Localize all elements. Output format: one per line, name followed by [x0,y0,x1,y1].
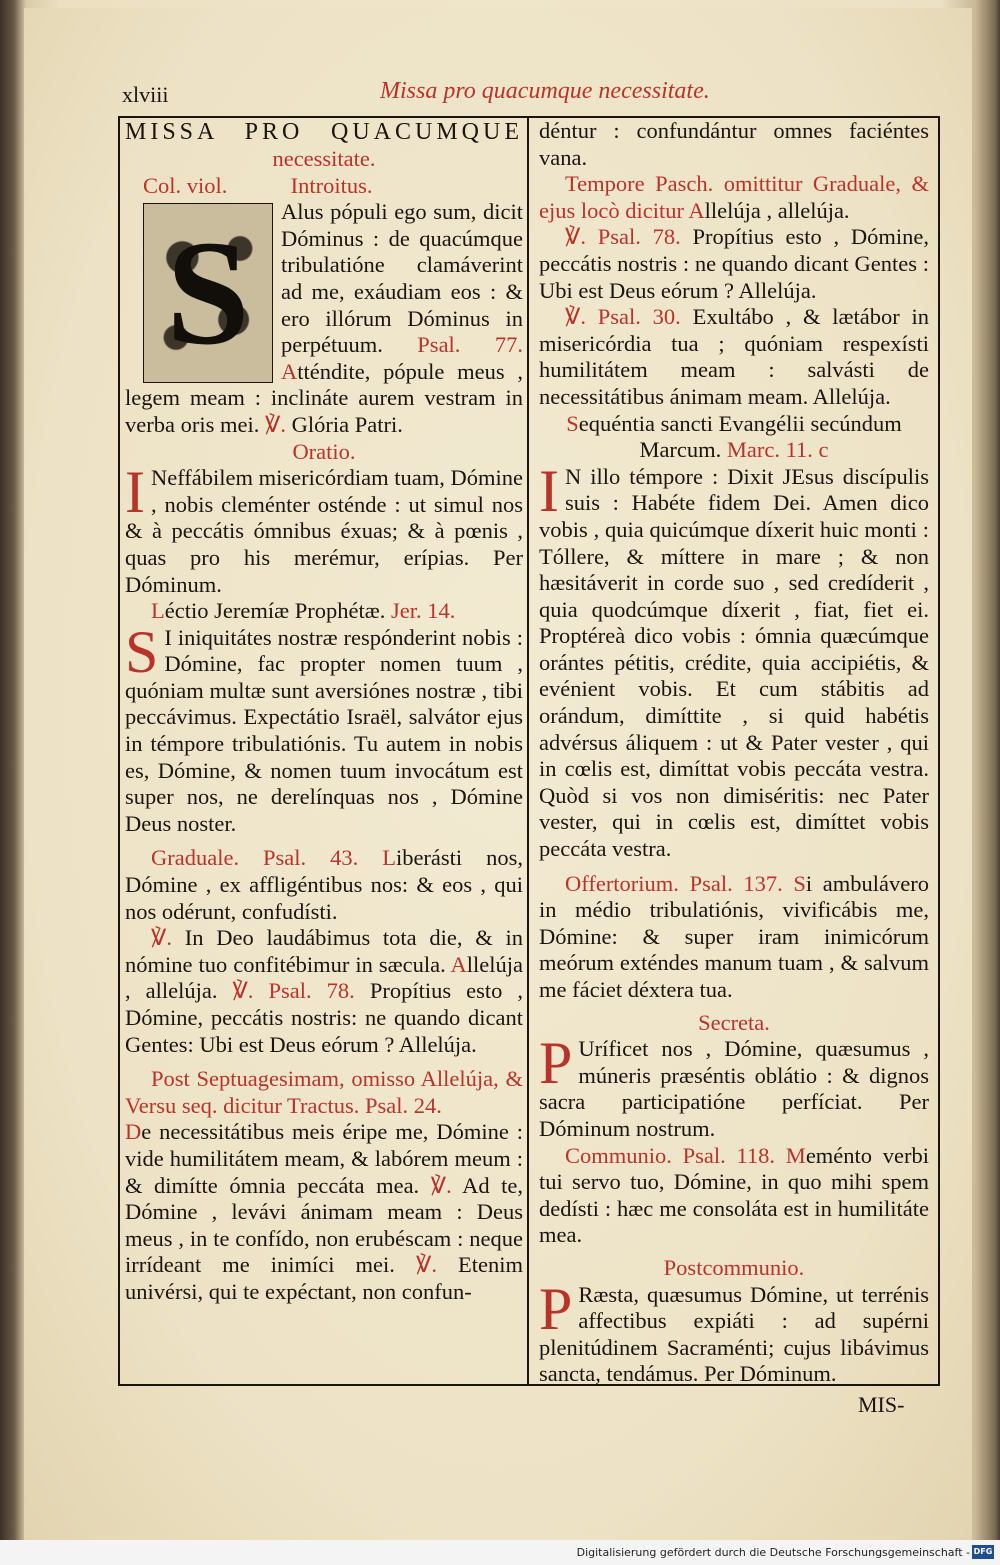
oratio-heading: Oratio. [292,438,356,464]
lectio-text: I iniquitátes nostræ respónderint nobis : Dómine, fac propter nomen tuum , quóniam multæ sunt aversiónes nostræ , tibi peccávimus. Expectátio Israël, salvátor ejus in témpore tribulatiónis. Tu autem in nobis es, Dómine, & nomen tuum invocátum est super nos, ne derelínquas nos , Dómine Deus noster. [125,624,523,836]
versicle-psalm-ref: ℣. Psal. 78. [565,224,681,250]
offertorium-paragraph: Offertorium. Psal. 137. Si ambulávero in médio tribulatiónis, vivificábis me, Dómine: & super iram inimicórum meórum exténdes manum tuam , & salvum me fáciet déxtera tua. [539,870,930,1002]
mass-title-red: necessitate. [272,146,376,171]
color-rubric: Col. viol. [143,172,228,198]
jer-ref: Jer. 14. [390,598,456,624]
lectio-initial: S [125,618,159,685]
psalm-ref: Psal. 77. [417,332,523,358]
mass-title: MISSA PRO QUACUMQUE [125,119,523,145]
communio-paragraph: Communio. Psal. 118. Meménto verbi tui servo tuo, Dómine, in quo mihi spem dedísti : hæc me consoláta est in humilitáte mea. [539,1142,930,1248]
rubric-line [125,173,523,200]
lectio-heading: Léctio Jeremíæ Prophétæ. Jer. 14. [151,598,456,624]
lectio-paragraph [125,618,523,838]
attendite-initial: A [281,358,298,384]
introit-text: Alus pópuli ego sum, dicit Dóminus : de quacúmque tribulatióne clamáverint ad me, exáudiam eos : & ero illórum Dóminus in perpétuum. [281,199,523,358]
oratio-initial: I [125,459,145,526]
marc-ref: Marc. 11. c [726,437,829,463]
versicle-icon: ℣. [415,1252,437,1278]
dfg-logo: DFG [972,1545,994,1559]
communio-heading: Communio. Psal. 118. [565,1142,776,1168]
graduale-text: iberásti nos, Dómine , ex affligéntibus nos: & eos , qui nos odérunt, confudísti. [125,845,523,924]
gospel-text: N illo témpore : Dixit JEsus discípulis suis : Habéte fidem Dei. Amen dico vobis , quia quicúmque díxerit huic monti : Tóllere, & míttere in mare ; & non hæsitáverit in corde suo , sed credíderit , quia quodcúmque díxerit , fiat, fiet ei. Proptéreà dico vobis : ómnia quæcúmque orántes pétitis, crédite, quia accipiétis, & evénient vobis. Et cum stábitis ad orándum, dimíttite , si quid habétis advérsus áliquem : ut & Pater vester , qui in cœlis est, dimíttat vobis peccáta vestra. Quòd si vos non dimiséritis: nec Pater vester, qui in cœlis est, dimíttet vobis peccáta vestra. [539,463,929,862]
oratio-text: Neffábilem misericórdiam tuam, Dómine , nobis cleménter osténde : ut simul nos & à peccátis ómnibus éxuas; & à pœnis , quas pro his merémur, erípias. Per Dóminum. [125,465,523,597]
introit-paragraph [125,199,523,438]
secreta-initial: P [539,1030,573,1097]
tempore-paschali-rubric: Tempore Pasch. omittitur Graduale, & ejus locò dicitur Allelúja , allelúja. [539,171,929,223]
secreta-paragraph: P Uríficet nos , Dómine, quæsumus , múneris præséntis oblátio : & dignos sacra participatióne perfíciat. Per Dóminum nostrum. [539,1030,929,1141]
offertorium-heading: Offertorium. Psal. 137. [565,870,783,896]
versicle-30: ℣. Psal. 30. Exultábo , & lætábor in misericórdia tua ; quóniam respexísti humilitátem meam : salvásti de necessitátibus ánimam meam. Allelúja. [539,304,929,409]
attendite-text: tténdite, pópule meus , legem meam : inclináte aurem vestram in verba oris mei. [125,358,523,437]
versicle-psalm-ref: ℣. Psal. 78. [232,978,355,1004]
tractus-paragraph: De necessitátibus meis éripe me, Dómine : vide humilitátem meam, & labórem meum : & dimítte ómnia peccáta mea. ℣. Ad te, Dómine , levávi ánimam meam : Deus meus , in te confído, non erubéscam : neque irrídeant me inimíci mei. ℣. Etenim univérsi, qui te expéctant, non confun- [125,1119,524,1304]
postcommunio-heading: Postcommunio. [663,1254,805,1280]
introit-heading: Introitus. [290,172,373,198]
post-septuagesimam-rubric: Post Septuagesimam, omisso Allelúja, & Versu seq. dicitur Tractus. Psal. 24. [125,1066,523,1118]
ornamental-initial: S [143,203,273,383]
versicle-78: ℣. Psal. 78. Propítius esto , Dómine, peccátis nostris : ne quando dicant Gentes : Ubi est Deus eórum ? Allelúja. [539,224,929,303]
gloria-text: Glória Patri. [291,411,403,437]
gospel-paragraph [539,457,929,863]
gospel-initial: I [539,457,559,524]
page-number: xlviii [122,82,169,107]
right-column [539,118,929,1388]
column-divider [527,116,529,1386]
sequentia-heading: Sequéntia sancti Evangélii secúndum Marcum. Marc. 11. c [566,410,902,463]
versicle-icon: ℣. [264,411,286,437]
postcommunio-initial: P [539,1275,573,1342]
continuation-text: déntur : confundántur omnes faciéntes vana. [539,118,929,170]
graduale-versicle: ℣. In Deo laudábimus tota die, & in nómine tuo confitébimur in sæcula. Allelúja , allelúja. ℣. Psal. 78. Propítius esto , Dómine, peccátis nostris: ne quando dicant Gentes: Ubi est Deus eórum ? Allelúja. [125,925,523,1057]
versicle-icon: ℣. [430,1172,452,1198]
secreta-heading: Secreta. [698,1009,770,1035]
running-head: Missa pro quacumque necessitate. [380,78,710,104]
funding-notice: Digitalisierung gefördert durch die Deutsche Forschungsgemeinschaft - [576,1546,970,1559]
left-column [125,118,523,1306]
graduale-paragraph: Graduale. Psal. 43. Liberásti nos, Dómine , ex affligéntibus nos: & eos , qui nos odérunt, confudísti. [125,845,523,924]
postcommunio-paragraph: P Ræsta, quæsumus Dómine, ut terrénis affectibus expiáti : ad supérni plenitúdinem Sacraménti; cujus libávimus sancta, tendámus. Per Dóminum. [539,1275,929,1387]
graduale-heading: Graduale. Psal. 43. [151,845,359,871]
versicle-icon: ℣. [151,925,173,951]
catchword: MIS- [858,1392,905,1417]
oratio-paragraph [125,459,523,598]
versicle-psalm-ref: ℣. Psal. 30. [565,304,681,330]
